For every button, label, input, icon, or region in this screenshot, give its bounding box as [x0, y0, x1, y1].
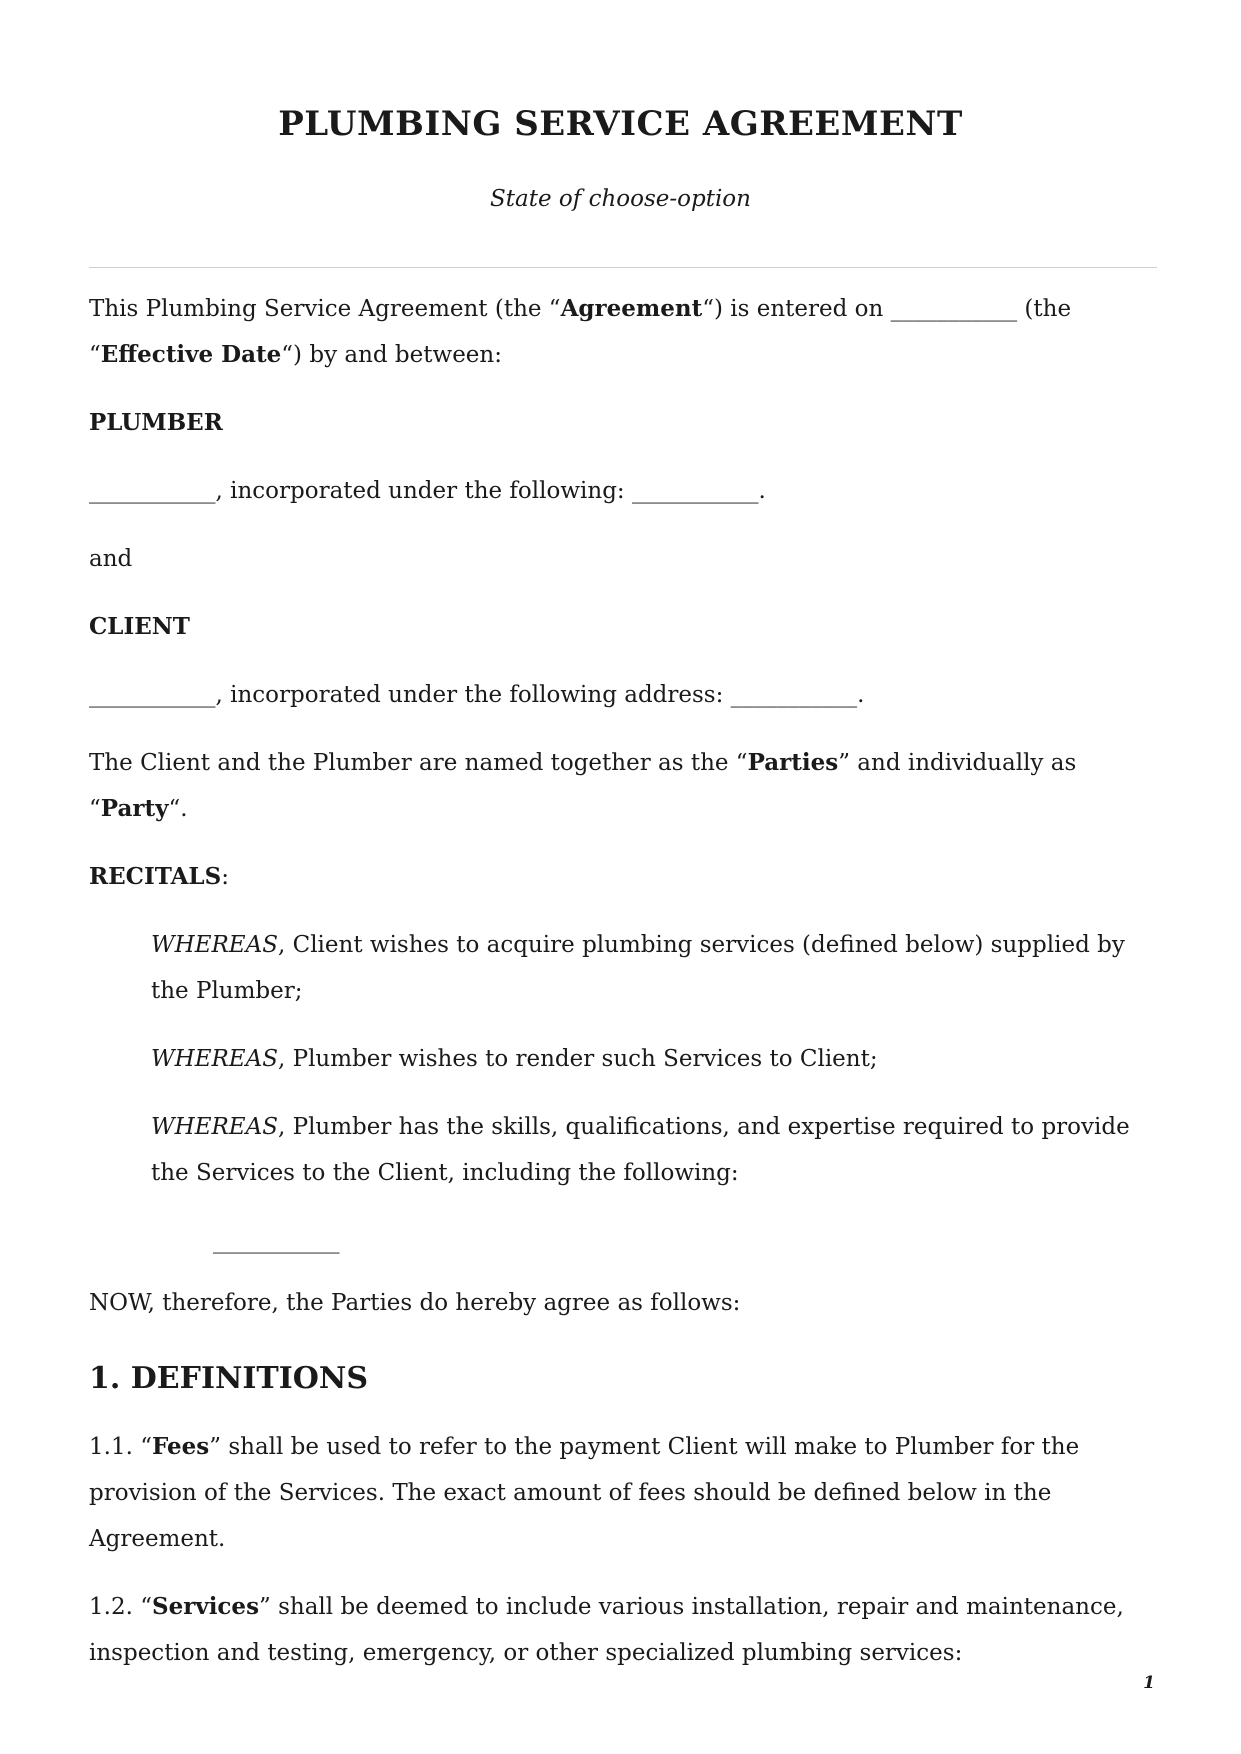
recital-item	[151, 1036, 1159, 1082]
party-term: Party	[100, 795, 169, 822]
plumber-heading: PLUMBER	[89, 409, 223, 436]
recitals-heading: RECITALS	[89, 863, 222, 890]
recital-text: , Client wishes to acquire plumbing services (defined below) supplied by the Plumber;	[151, 932, 1125, 1004]
definition-text: ” shall be used to refer to the payment Client will make to Plumber for the provision of the Services. The exact amount of fees should be defined below in the Agreement.	[89, 1434, 1080, 1552]
recitals-heading-line	[89, 854, 1159, 900]
recital-text: , Plumber has the skills, qualifications, and expertise required to provide the Services to the Client, including the following:	[151, 1114, 1130, 1186]
parties-paragraph	[89, 740, 1159, 832]
definition-item	[89, 1584, 1159, 1676]
parties-term: Parties	[747, 749, 839, 776]
client-line: ___________, incorporated under the following address: ___________.	[89, 682, 865, 708]
document-body	[89, 286, 1159, 1698]
intro-effective-date-term: Effective Date	[100, 341, 282, 368]
intro-text: This Plumbing Service Agreement (the “	[89, 296, 561, 322]
section-heading-definitions: 1. DEFINITIONS	[89, 1361, 369, 1396]
parties-text: ” and individually as “	[89, 750, 1077, 822]
whereas-label: WHEREAS	[151, 932, 278, 958]
plumber-line: ___________, incorporated under the following: ___________.	[89, 478, 766, 504]
parties-text: The Client and the Plumber are named together as the “	[89, 750, 748, 776]
divider-rule	[89, 267, 1157, 268]
recitals-colon: :	[221, 864, 229, 890]
and-text: and	[89, 546, 133, 572]
definition-term: Services	[151, 1593, 260, 1620]
document-subtitle: State of choose-option	[490, 186, 751, 212]
whereas-label: WHEREAS	[151, 1114, 278, 1140]
definition-number: 1.2. “	[89, 1594, 152, 1620]
now-therefore-text: NOW, therefore, the Parties do hereby agree as follows:	[89, 1290, 741, 1316]
parties-text: “.	[168, 796, 188, 822]
recital-blank-field: ___________	[213, 1228, 340, 1254]
recital-text: , Plumber wishes to render such Services to Client;	[277, 1046, 878, 1072]
recital-item	[151, 922, 1159, 1014]
intro-agreement-term: Agreement	[560, 295, 703, 322]
whereas-label: WHEREAS	[151, 1046, 278, 1072]
intro-text: “) is entered on ___________ (the “	[89, 296, 1072, 368]
intro-paragraph	[89, 286, 1159, 378]
definition-number: 1.1. “	[89, 1434, 152, 1460]
definition-item	[89, 1424, 1159, 1562]
definition-text: ” shall be deemed to include various installation, repair and maintenance, inspection and testing, emergency, or other specialized plumbing services:	[89, 1594, 1124, 1666]
document-title: PLUMBING SERVICE AGREEMENT	[278, 104, 963, 144]
page-number: 1	[1143, 1673, 1155, 1693]
client-heading: CLIENT	[89, 613, 190, 640]
definition-term: Fees	[151, 1433, 210, 1460]
intro-text: “) by and between:	[281, 342, 502, 368]
recital-item	[151, 1104, 1159, 1196]
